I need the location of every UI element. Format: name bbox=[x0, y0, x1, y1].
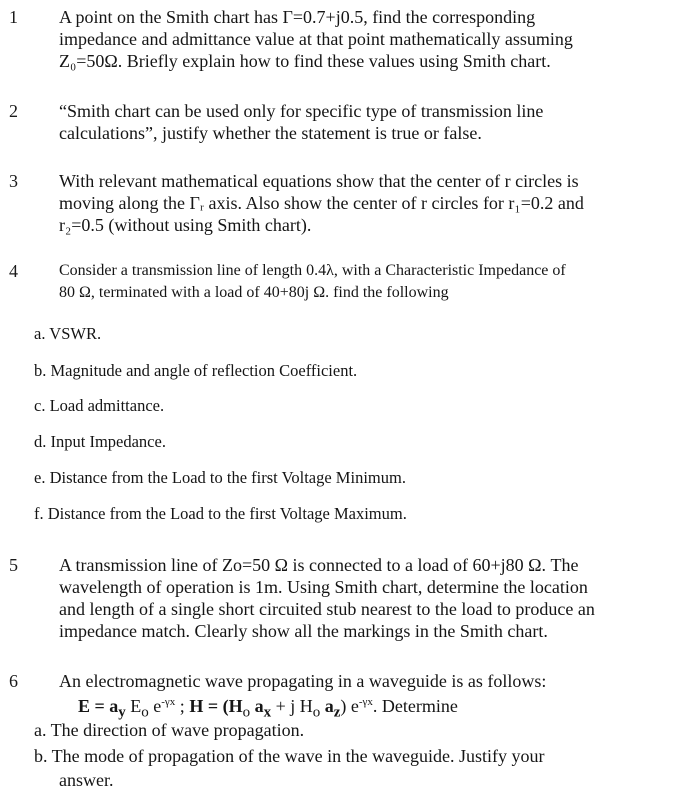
question-number-1: 1 bbox=[9, 7, 18, 27]
question-1-line-3: Z₀=50Ω. Briefly explain how to find these values using Smith chart. bbox=[59, 51, 551, 71]
eq-e-o: o bbox=[141, 704, 149, 721]
eq-e-part: E = a bbox=[78, 696, 119, 716]
question-4-subitem-e: e. Distance from the Load to the first Voltage Minimum. bbox=[34, 468, 406, 487]
question-1-line-1: A point on the Smith chart has Γ=0.7+j0.5, find the corresponding bbox=[59, 7, 536, 27]
question-5-text bbox=[59, 554, 687, 642]
question-number-3: 3 bbox=[9, 171, 18, 191]
question-4-text bbox=[59, 260, 687, 304]
eq-h-ax: a bbox=[250, 696, 264, 716]
question-number-5: 5 bbox=[9, 555, 18, 575]
question-4-subitem-f: f. Distance from the Load to the first Voltage Maximum. bbox=[34, 504, 407, 523]
eq-h-sup: -γx bbox=[358, 696, 373, 708]
eq-sep: ; bbox=[175, 696, 190, 716]
question-3-line-2: moving along the Γᵣ axis. Also show the center of r circles for r₁=0.2 and bbox=[59, 193, 584, 213]
question-2-line-2: calculations”, justify whether the statement is true or false. bbox=[59, 123, 482, 143]
question-6-subitem-b: b. The mode of propagation of the wave in the waveguide. Justify your bbox=[34, 746, 545, 766]
eq-h-az: a bbox=[320, 696, 334, 716]
question-3-line-3: r₂=0.5 (without using Smith chart). bbox=[59, 215, 312, 235]
question-1-line-2: impedance and admittance value at that point mathematically assuming bbox=[59, 29, 573, 49]
question-4-subitem-d: d. Input Impedance. bbox=[34, 432, 166, 451]
question-6-line-1: An electromagnetic wave propagating in a waveguide is as follows: bbox=[59, 671, 547, 691]
question-5-line-2: wavelength of operation is 1m. Using Smith chart, determine the location bbox=[59, 577, 588, 597]
question-3-text bbox=[59, 170, 687, 236]
eq-h-mid: + j H bbox=[271, 696, 313, 716]
question-4-subitem-c: c. Load admittance. bbox=[34, 396, 165, 415]
question-4-line-1: Consider a transmission line of length 0.4λ, with a Characteristic Impedance of bbox=[59, 262, 566, 279]
eq-e-rest: E bbox=[125, 696, 142, 716]
question-4-line-2: 80 Ω, terminated with a load of 40+80j Ω. find the following bbox=[59, 284, 449, 301]
eq-e-sup: -γx bbox=[161, 696, 176, 708]
eq-e-sub: y bbox=[118, 704, 126, 721]
question-number-2: 2 bbox=[9, 101, 18, 121]
eq-e-exp: e bbox=[153, 696, 162, 716]
question-1-text bbox=[59, 6, 687, 72]
question-number-6: 6 bbox=[9, 671, 18, 691]
question-4-subitem-a: a. VSWR. bbox=[34, 324, 102, 343]
eq-h-o1: o bbox=[242, 704, 251, 721]
question-number-4: 4 bbox=[9, 261, 18, 281]
eq-tail: . Determine bbox=[372, 696, 458, 716]
eq-h-ax-sub: x bbox=[263, 704, 272, 721]
question-6-subitem-b-cont: answer. bbox=[59, 770, 114, 790]
question-5-line-1: A transmission line of Zo=50 Ω is connected to a load of 60+j80 Ω. The bbox=[59, 555, 579, 575]
eq-h-close: ) e bbox=[340, 696, 359, 716]
question-6-subitem-a: a. The direction of wave propagation. bbox=[34, 720, 305, 740]
question-2-line-1: “Smith chart can be used only for specific type of transmission line bbox=[59, 101, 544, 121]
question-5-line-4: impedance match. Clearly show all the markings in the Smith chart. bbox=[59, 621, 548, 641]
question-3-line-1: With relevant mathematical equations show that the center of r circles is bbox=[59, 171, 579, 191]
question-4-subitem-b: b. Magnitude and angle of reflection Coefficient. bbox=[34, 361, 358, 380]
eq-h-part: H = (H bbox=[189, 696, 243, 716]
eq-h-az-sub: z bbox=[333, 704, 341, 721]
eq-h-o2: o bbox=[312, 704, 321, 721]
question-5-line-3: and length of a single short circuited stub nearest to the load to produce an bbox=[59, 599, 595, 619]
question-2-text bbox=[59, 100, 687, 144]
